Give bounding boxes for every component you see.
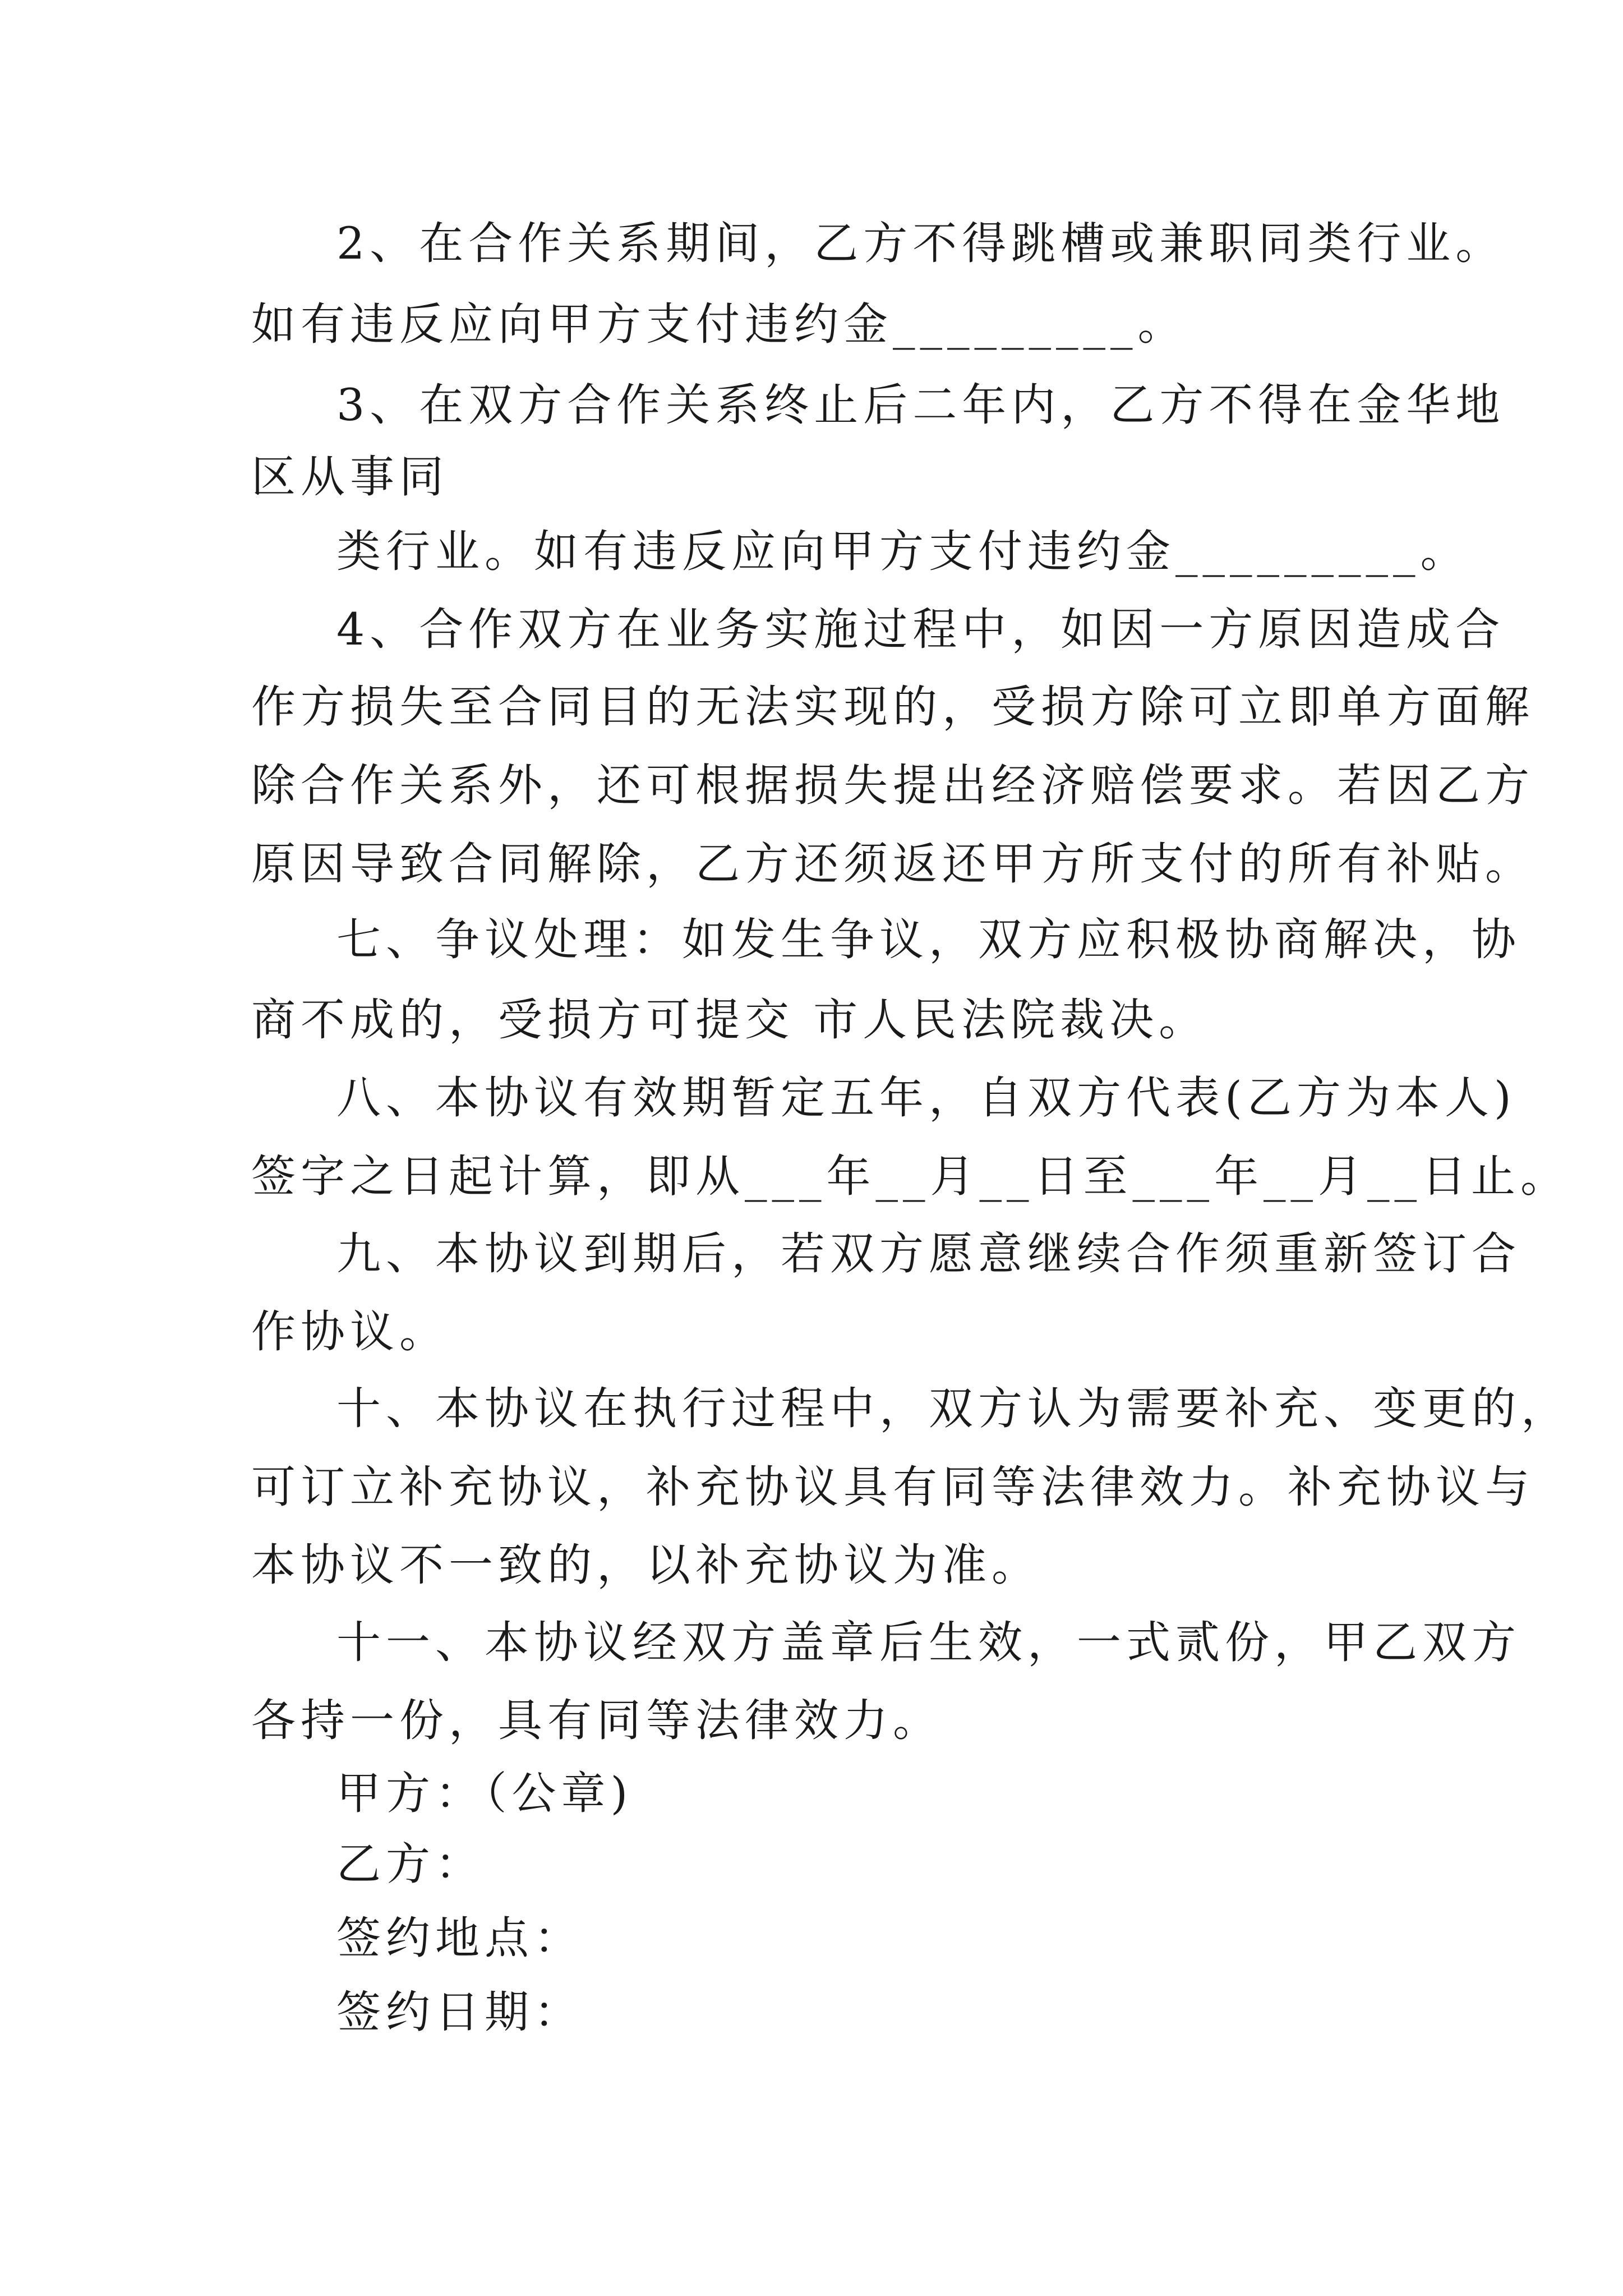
section-10-line-2: 可订立补充协议，补充协议具有同等法律效力。补充协议与 bbox=[251, 1461, 1534, 1513]
section-11-line-2: 各持一份，具有同等法律效力。 bbox=[251, 1695, 942, 1746]
party-b-signature-line: 乙方： bbox=[336, 1838, 485, 1890]
section-10-line-1: 十、本协议在执行过程中，双方认为需要补充、变更的， bbox=[336, 1383, 1570, 1434]
clause-4-line-4: 原因导致合同解除，乙方还须返还甲方所支付的所有补贴。 bbox=[251, 838, 1534, 890]
party-a-signature-line: 甲方：（公章) bbox=[336, 1768, 633, 1819]
section-7-line-1: 七、争议处理：如发生争议，双方应积极协商解决，协 bbox=[336, 914, 1521, 965]
section-11-line-1: 十一、本协议经双方盖章后生效，一式贰份，甲乙双方 bbox=[336, 1617, 1521, 1668]
section-8-line-2: 签字之日起计算，即从___年__月__日至___年__月__日止。 bbox=[251, 1151, 1570, 1202]
clause-3-line-3: 类行业。如有违反应向甲方支付违约金_________。 bbox=[336, 526, 1470, 577]
clause-4-line-3: 除合作关系外，还可根据损失提出经济赔偿要求。若因乙方 bbox=[251, 760, 1534, 811]
section-10-line-3: 本协议不一致的，以补充协议为准。 bbox=[251, 1539, 1041, 1591]
clause-3-line-1: 3、在双方合作关系终止后二年内，乙方不得在金华地 bbox=[336, 379, 1505, 431]
clause-2-line-2: 如有违反应向甲方支付违约金_________。 bbox=[251, 298, 1187, 350]
clause-3-line-2: 区从事同 bbox=[251, 451, 449, 503]
section-7-line-2: 商不成的，受损方可提交 市人民法院裁决。 bbox=[251, 994, 1209, 1046]
signing-location-line: 签约地点： bbox=[336, 1912, 583, 1964]
section-9-line-1: 九、本协议到期后，若双方愿意继续合作须重新签订合 bbox=[336, 1228, 1521, 1280]
section-9-line-2: 作协议。 bbox=[251, 1306, 449, 1358]
clause-2-line-1: 2、在合作关系期间，乙方不得跳槽或兼职同类行业。 bbox=[336, 218, 1505, 269]
clause-4-line-2: 作方损失至合同目的无法实现的，受损方除可立即单方面解 bbox=[251, 681, 1534, 733]
clause-4-line-1: 4、合作双方在业务实施过程中，如因一方原因造成合 bbox=[336, 604, 1505, 655]
section-8-line-1: 八、本协议有效期暂定五年，自双方代表(乙方为本人) bbox=[336, 1072, 1516, 1124]
signing-date-line: 签约日期： bbox=[336, 1986, 583, 2038]
